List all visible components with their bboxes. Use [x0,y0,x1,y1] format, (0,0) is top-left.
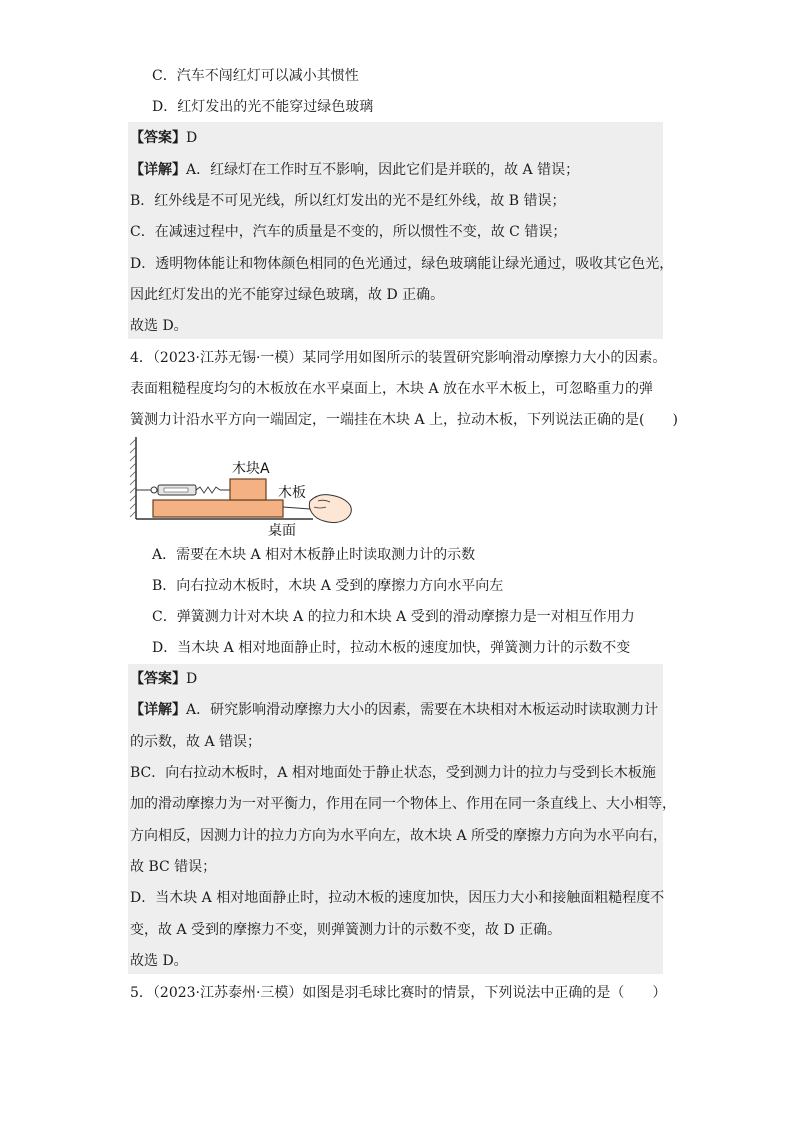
q4-option-d: D．当木块 A 相对地面静止时，拉动木板的速度加快，弹簧测力计的示数不变 [152,640,631,656]
q3-detail-line: 因此红灯发出的光不能穿过绿色玻璃，故 D 正确。 [130,287,445,303]
q4-detail-line: 方向相反，因测力计的拉力方向为水平向左，故木块 A 所受的摩擦力方向为水平向右， [130,828,668,844]
q4-option-b: B．向右拉动木板时，木块 A 受到的摩擦力方向水平向左 [152,578,504,594]
wooden-board [153,500,283,517]
hand-icon [309,495,351,523]
q4-detail-line: 的示数，故 A 错误； [130,734,262,750]
q4-detail-line: 故 BC 错误； [130,859,217,875]
q3-detail-line: B．红外线是不可见光线，所以红灯发出的光不是红外线，故 B 错误； [130,193,566,209]
q4-detail-line: BC．向右拉动木板时，A 相对地面处于静止状态，受到测力计的拉力与受到长木板施 [130,765,656,781]
q3-detail-label: 【详解】 [130,162,186,178]
q4-option-a: A．需要在木块 A 相对木板静止时读取测力计的示数 [152,547,476,563]
q3-detail-line: 故选 D。 [130,318,188,334]
spring-hook [196,487,220,493]
q4-detail-line: 变，故 A 受到的摩擦力不变，则弹簧测力计的示数不变，故 D 正确。 [130,922,562,938]
q4-answer [130,669,197,689]
q3-detail-line: C．在减速过程中，汽车的质量是不变的，所以惯性不变，故 C 错误； [130,224,567,240]
q3-answer-label: 【答案】 [130,130,186,146]
q4-detail-line: 加的滑动摩擦力为一对平衡力，作用在同一个物体上、作用在同一条直线上、大小相等， [130,796,676,812]
friction-apparatus-figure [128,435,368,540]
q4-detail-line: 故选 D。 [130,953,188,969]
q4-answer-label: 【答案】 [130,671,186,687]
q3-detail-line: 【详解】A．红绿灯在工作时互不影响，因此它们是并联的，故 A 错误； [130,162,580,178]
q3-option-d: D．红灯发出的光不能穿过绿色玻璃 [152,99,374,115]
q5-stem: 5．（2023·江苏泰州·三模）如图是羽毛球比赛时的情景，下列说法中正确的是（ ） [130,985,667,1001]
q4-option-c: C．弹簧测力计对木块 A 的拉力和木块 A 受到的滑动摩擦力是一对相互作用力 [152,609,635,625]
label-table: 桌面 [268,523,296,539]
q3-detail-line: D．透明物体能让和物体颜色相同的色光通过，绿色玻璃能让绿光通过，吸收其它色光， [130,256,674,272]
q4-stem-line: 表面粗糙程度均匀的木板放在水平桌面上，木块 A 放在水平木板上，可忽略重力的弹 [130,381,654,397]
q4-detail-line: 【详解】A．研究影响滑动摩擦力大小的因素，需要在木块相对木板运动时读取测力计 [130,702,659,718]
scale-ring [151,487,157,493]
wall-hatch [130,439,136,517]
q4-stem-line: 簧测力计沿水平方向一端固定，一端挂在木块 A 上，拉动木板，下列说法正确的是( ) [130,412,678,428]
q4-detail-label: 【详解】 [130,702,186,718]
q4-stem-line: 4．（2023·江苏无锡·一模）某同学用如图所示的装置研究影响滑动摩擦力大小的因素。 [130,350,667,366]
label-block: 木块A [232,461,270,477]
q3-answer-value: D [186,130,198,146]
wooden-block-a [230,479,266,500]
q4-answer-value: D [186,671,198,687]
label-board: 木板 [278,485,306,501]
q3-answer [130,128,197,148]
q4-detail-line: D．当木块 A 相对地面静止时，拉动木板的速度加快，因压力大小和接触面粗糙程度不 [130,890,665,906]
q3-option-c: C．汽车不闯红灯可以减小其惯性 [152,68,359,84]
